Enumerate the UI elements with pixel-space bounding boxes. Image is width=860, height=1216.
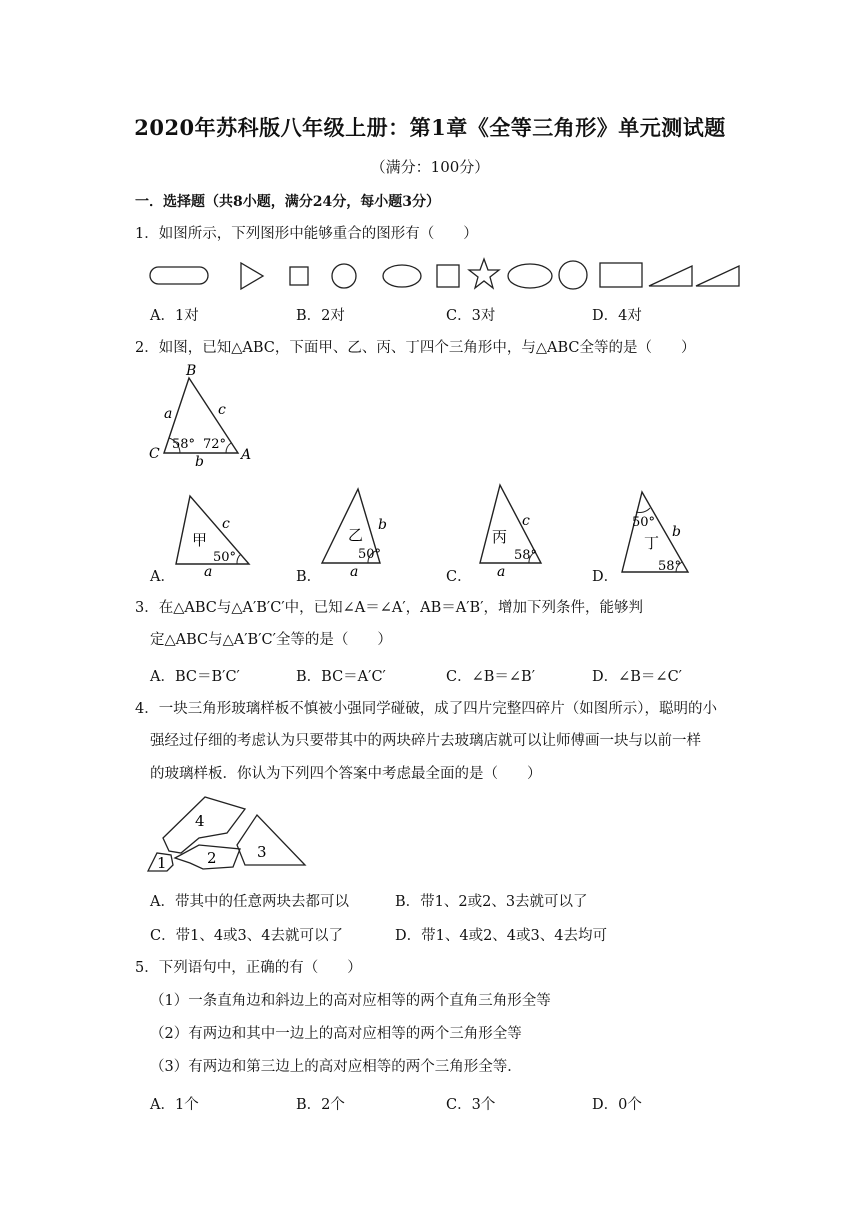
fragment-label-4: 4: [195, 812, 205, 830]
rectangle-shape: [600, 263, 642, 287]
choice-triangle-bing: [466, 480, 556, 580]
side-label: c: [522, 513, 530, 529]
question-1-option-c[interactable]: C．3对: [446, 308, 496, 324]
ellipse-shape-large: [508, 264, 552, 288]
question-2-option-a[interactable]: A．: [150, 569, 175, 585]
angle-a-label: 72°: [203, 437, 227, 452]
question-5-stem: 5．下列语句中，正确的有（ ）: [135, 960, 362, 976]
side-label: c: [222, 516, 230, 532]
question-1-option-b[interactable]: B．2对: [296, 308, 345, 324]
question-3-option-b[interactable]: B．BC＝A′C′: [296, 669, 386, 685]
question-3-option-c[interactable]: C．∠B＝∠B′: [446, 669, 535, 685]
question-5-statement-2: （2）有两边和其中一边上的高对应相等的两个三角形全等: [150, 1026, 522, 1042]
question-2-stem: 2．如图，已知△ABC，下面甲、乙、丙、丁四个三角形中，与△ABC全等的是（ ）: [135, 340, 696, 356]
question-4-option-d[interactable]: D．带1、4或2、4或3、4去均可: [395, 928, 607, 944]
triangle-abc-figure: [140, 360, 270, 468]
rounded-rectangle-shape: [150, 267, 208, 284]
square-shape: [437, 265, 459, 287]
choice-triangle-ding: [612, 488, 702, 580]
side-label: b: [378, 517, 387, 533]
vertex-a-label: A: [241, 447, 252, 463]
angle-label: 58°: [658, 559, 682, 574]
question-3-stem-line-2: 定△ABC与△A′B′C′全等的是（ ）: [150, 632, 392, 648]
square-shape-small: [290, 267, 308, 285]
question-5-option-b[interactable]: B．2个: [296, 1097, 345, 1113]
right-triangle-shape-2: [696, 266, 739, 286]
page-subtitle: （满分：100分）: [370, 158, 490, 176]
choice-triangle-jia: [170, 490, 260, 580]
star-shape: [469, 259, 499, 288]
side-label: a: [497, 564, 506, 580]
question-1-option-d[interactable]: D．4对: [592, 308, 642, 324]
vertex-b-label: B: [186, 363, 197, 379]
side-b-label: b: [195, 454, 204, 470]
section-heading: 一．选择题（共8小题，满分24分，每小题3分）: [135, 194, 440, 210]
question-2-option-b[interactable]: B．: [296, 569, 322, 585]
side-c-label: c: [218, 402, 226, 418]
fragment-label-1: 1: [157, 854, 167, 872]
fragment-label-2: 2: [207, 849, 217, 867]
triangle-name: 丙: [492, 528, 508, 546]
angle-label: 50°: [213, 550, 237, 565]
question-5-statement-1: （1）一条直角边和斜边上的高对应相等的两个直角三角形全等: [150, 993, 551, 1009]
triangle-name: 甲: [192, 531, 208, 549]
side-a-label: a: [164, 406, 173, 422]
circle-shape-large: [559, 261, 587, 289]
angle-label: 50°: [632, 515, 656, 530]
question-5-option-a[interactable]: A．1个: [150, 1097, 199, 1113]
question-5-statement-3: （3）有两边和第三边上的高对应相等的两个三角形全等．: [150, 1059, 522, 1075]
question-1-shapes-figure: [140, 256, 745, 292]
triangle-shape: [241, 263, 263, 289]
question-4-option-b[interactable]: B．带1、2或2、3去就可以了: [395, 894, 588, 910]
side-label: a: [350, 564, 359, 580]
question-4-option-c[interactable]: C．带1、4或3、4去就可以了: [150, 928, 343, 944]
page-title: 2020年苏科版八年级上册：第1章《全等三角形》单元测试题: [134, 115, 726, 140]
glass-fragments-figure: [145, 795, 310, 875]
question-3-stem-line-1: 3．在△ABC与△A′B′C′中，已知∠A＝∠A′，AB＝A′B′，增加下列条件，能够判: [135, 600, 643, 616]
question-5-option-c[interactable]: C．3个: [446, 1097, 496, 1113]
angle-label: 50°: [358, 547, 382, 562]
fragment-3: [237, 815, 305, 865]
side-label: b: [672, 524, 681, 540]
right-triangle-shape-1: [649, 266, 692, 286]
vertex-c-label: C: [149, 446, 160, 462]
question-3-option-a[interactable]: A．BC＝B′C′: [150, 669, 240, 685]
question-1-stem: 1．如图所示，下列图形中能够重合的图形有（ ）: [135, 226, 478, 242]
question-4-stem-line-3: 的玻璃样板．你认为下列四个答案中考虑最全面的是（ ）: [150, 766, 542, 782]
question-5-option-d[interactable]: D．0个: [592, 1097, 642, 1113]
triangle-name: 丁: [644, 534, 660, 552]
question-3-option-d[interactable]: D．∠B＝∠C′: [592, 669, 682, 685]
angle-c-label: 58°: [172, 437, 196, 452]
question-1-option-a[interactable]: A．1对: [150, 308, 199, 324]
question-2-option-d[interactable]: D．: [592, 569, 619, 585]
ellipse-shape-small: [383, 265, 421, 287]
fragment-label-3: 3: [257, 843, 267, 861]
angle-label: 58°: [514, 548, 538, 563]
choice-triangle-yi: [312, 484, 402, 580]
question-4-stem-line-2: 强经过仔细的考虑认为只要带其中的两块碎片去玻璃店就可以让师傅画一块与以前一样: [150, 733, 701, 749]
triangle-name: 乙: [348, 526, 364, 544]
question-2-option-c[interactable]: C．: [446, 569, 472, 585]
question-4-option-a[interactable]: A．带其中的任意两块去都可以: [150, 894, 349, 910]
side-label: a: [204, 564, 213, 580]
circle-shape-small: [332, 264, 356, 288]
question-4-stem-line-1: 4．一块三角形玻璃样板不慎被小强同学碰破，成了四片完整四碎片（如图所示），聪明的小: [135, 701, 717, 717]
